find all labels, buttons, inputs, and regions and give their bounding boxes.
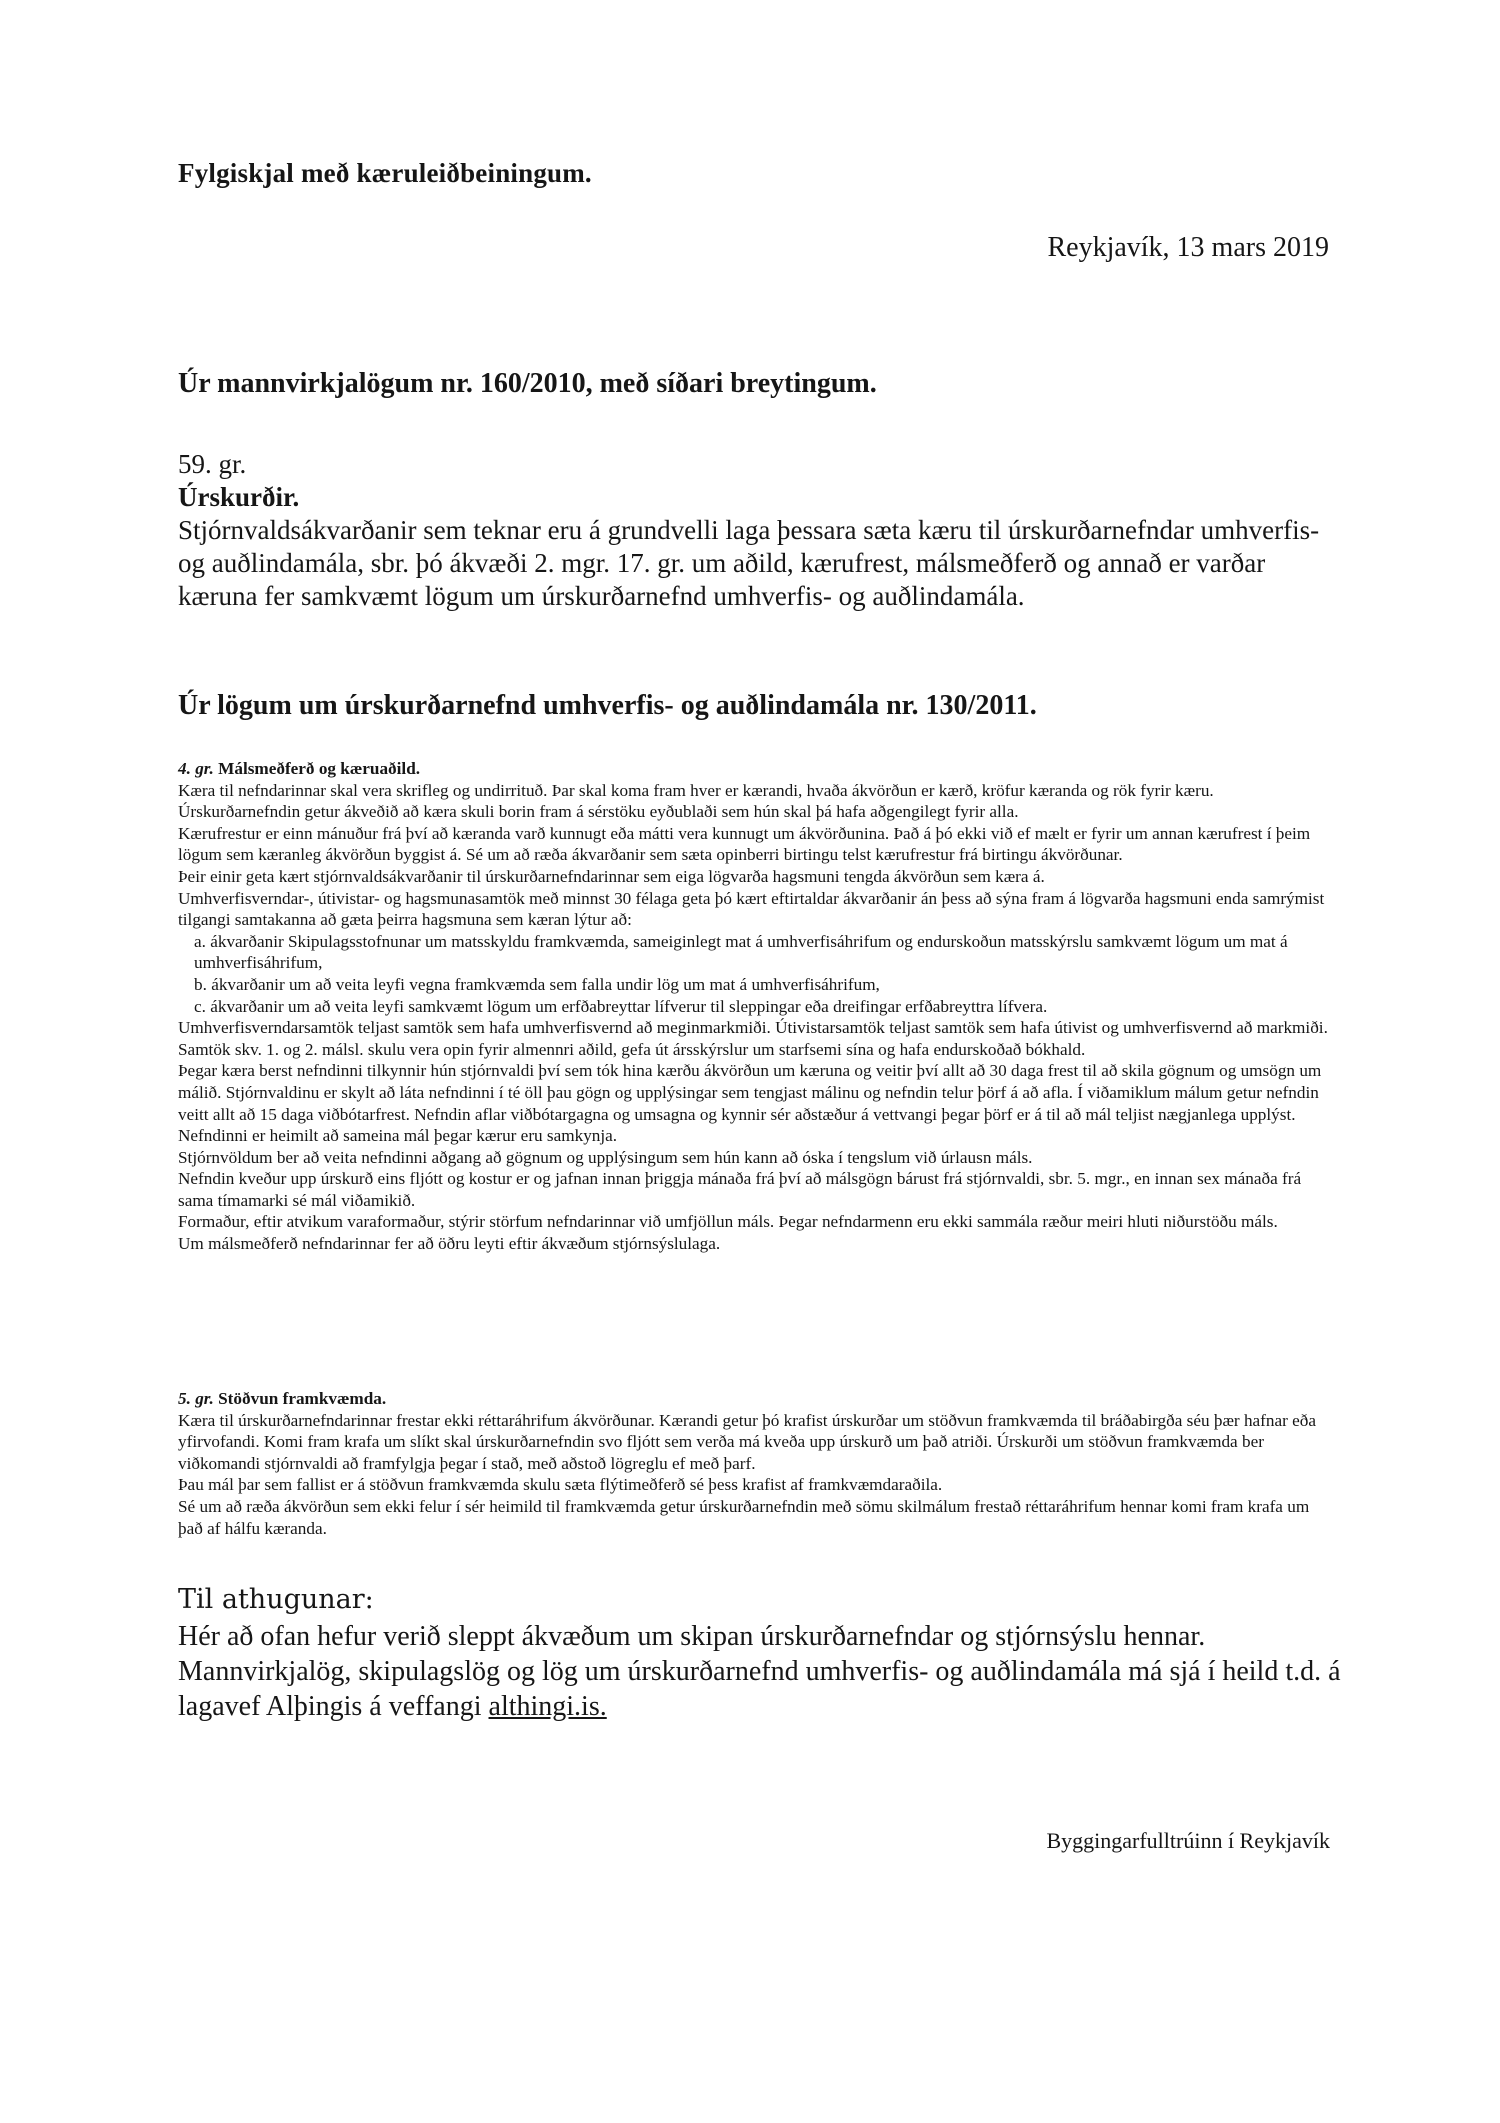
article-4-paragraph: Þegar kæra berst nefndinni tilkynnir hún stjórnvaldi því sem tók hina kærðu ákvörðun um kæruna og veitir því allt að 30 daga frest til að skila gögnum og umsögn um málið. Stjórnvaldinu er skylt að láta nefndinni í té öll þau gögn og upplýsingar sem tengjast málinu og nefndin telur þörf á að afla. Í viðamiklum málum getur nefndin veitt allt að 15 daga viðbótarfrest. Nefndin aflar viðbótargagna og umsagna og kynnir sér aðstæður á vettvangi þegar þörf er á til að mál teljist nægjanlega upplýst. Nefndinni er heimilt að sameina mál þegar kærur eru samkynja.	[178, 1061, 1322, 1146]
document-date: Reykjavík, 13 mars 2019	[1047, 232, 1329, 263]
note-text: Hér að ofan hefur verið sleppt ákvæðum um skipan úrskurðarnefndar og stjórnsýslu hennar. Mannvirkjalög, skipulagslög og lög um úrskurðarnefnd umhverfis- og auðlindamála má sjá í heild t.d. á lagavef Alþingis á veffangi	[178, 1621, 1341, 1722]
article-5-paragraph: Þau mál þar sem fallist er á stöðvun framkvæmda skulu sæta flýtimeðferð sé þess krafist af framkvæmdaraðila.	[178, 1475, 943, 1495]
article-4-paragraph: Formaður, eftir atvikum varaformaður, stýrir störfum nefndarinnar við umfjöllun máls. Þegar nefndarmenn eru ekki sammála ræður meiri hluti niðurstöðu máls.	[178, 1212, 1278, 1232]
document-title: Fylgiskjal með kæruleiðbeiningum.	[178, 158, 592, 188]
article-5-heading	[178, 1388, 1338, 1410]
article-4-title: Málsmeðferð og kæruaðild.	[218, 759, 421, 778]
article-4-heading	[178, 758, 1338, 780]
article-5-title: Stöðvun framkvæmda.	[218, 1389, 387, 1408]
althingi-link[interactable]: althingi.is.	[488, 1691, 607, 1722]
article-5-paragraph: Kæra til úrskurðarnefndarinnar frestar ekki réttaráhrifum ákvörðunar. Kærandi getur þó krafist úrskurðar um stöðvun framkvæmda til bráðabirgða séu þær hafnar eða yfirvofandi. Komi fram krafa um slíkt skal úrskurðarnefndin svo fljótt sem verða má kveða upp úrskurð um það atriði. Úrskurði um stöðvun framkvæmda ber viðkomandi stjórnvaldi að framfylgja þegar í stað, með aðstoð lögreglu ef með þarf.	[178, 1410, 1316, 1473]
article-4-paragraph: Stjórnvöldum ber að veita nefndinni aðgang að gögnum og upplýsingum sem hún kann að óska í tengslum við úrlausn máls.	[178, 1147, 1033, 1167]
section2-title: Úr lögum um úrskurðarnefnd umhverfis- og auðlindamála nr. 130/2011.	[178, 690, 1037, 721]
note-box	[178, 1582, 1348, 1724]
article-5-number: 5. gr.	[178, 1389, 214, 1408]
article-4-paragraph: Kærufrestur er einn mánuður frá því að kæranda varð kunnugt eða mátti vera kunnugt um ákvörðunina. Það á þó ekki við ef mælt er fyrir um annan kærufrest í þeim lögum sem kæranleg ákvörðun byggist á. Sé um að ræða ákvarðanir sem sæta opinberri birtingu telst kærufrestur frá birtingu ákvörðunar.	[178, 823, 1311, 865]
article-4-paragraph: Umhverfisverndarsamtök teljast samtök sem hafa umhverfisvernd að meginmarkmiði. Útivistarsamtök teljast samtök sem hafa útivist og umhverfisvernd að markmiði. Samtök skv. 1. og 2. málsl. skulu vera opin fyrir almennri aðild, gefa út ársskýrslur um starfsemi sína og hafa endurskoðað bókhald.	[178, 1018, 1328, 1059]
article-4-paragraph: Umhverfisverndar-, útivistar- og hagsmunasamtök með minnst 30 félaga geta þó kært eftirtaldar ákvarðanir án þess að sýna fram á lögvarða hagsmuni enda samrýmist tilgangi samtakanna að gæta þeirra hagsmuna sem kæran lýtur að:	[178, 888, 1325, 930]
article-4-paragraph: Kæra til nefndarinnar skal vera skrifleg og undirrituð. Þar skal koma fram hver er kærandi, hvaða ákvörðun er kærð, kröfur kæranda og rök fyrir kæru. Úrskurðarnefndin getur ákveðið að kæra skuli borin fram á sérstöku eyðublaði sem hún skal þá hafa aðgengilegt fyrir alla.	[178, 780, 1214, 822]
article-4-paragraph: Um málsmeðferð nefndarinnar fer að öðru leyti eftir ákvæðum stjórnsýslulaga.	[178, 1234, 721, 1254]
article-4-paragraph: Nefndin kveður upp úrskurð eins fljótt og kostur er og jafnan innan þriggja mánaða frá því að málsgögn bárust frá stjórnvaldi, sbr. 5. mgr., en innan sex mánaða frá sama tímamarki sé mál viðamikið.	[178, 1169, 1302, 1210]
section1-title: Úr mannvirkjalögum nr. 160/2010, með síðari breytingum.	[178, 368, 877, 399]
article-4-list-item-b: b. ákvarðanir um að veita leyfi vegna framkvæmda sem falla undir lög um mat á umhverfisáhrifum,	[194, 974, 880, 994]
signature: Byggingarfulltrúinn í Reykjavík	[1046, 1828, 1330, 1853]
article-5-paragraph: Sé um að ræða ákvörðun sem ekki felur í sér heimild til framkvæmda getur úrskurðarnefndin með sömu skilmálum frestað réttaráhrifum hennar komi fram krafa um það af hálfu kæranda.	[178, 1496, 1310, 1538]
article-4-paragraph: Þeir einir geta kært stjórnvaldsákvarðanir til úrskurðarnefndarinnar sem eiga lögvarða hagsmuni tengda ákvörðun sem kæra á.	[178, 866, 1045, 886]
article-59-text: Stjórnvaldsákvarðanir sem teknar eru á grundvelli laga þessara sæta kæru til úrskurðarnefndar umhverfis- og auðlindamála, sbr. þó ákvæði 2. mgr. 17. gr. um aðild, kærufrest, málsmeðferð og annað er varðar kæruna fer samkvæmt lögum um úrskurðarnefnd umhverfis- og auðlindamála.	[178, 515, 1320, 611]
article-59	[178, 448, 1348, 613]
article-59-title: Úrskurðir.	[178, 482, 300, 512]
article-5	[178, 1388, 1338, 1539]
article-4-list-item-a: a. ákvarðanir Skipulagsstofnunar um matsskyldu framkvæmda, sameiginlegt mat á umhverfisáhrifum og endurskoðun matsskýrslu samkvæmt lögum um mat á umhverfisáhrifum,	[194, 931, 1288, 973]
article-59-label: 59. gr.	[178, 449, 247, 479]
article-4	[178, 758, 1338, 1255]
note-title: Til athugunar:	[178, 1584, 374, 1615]
article-4-number: 4. gr.	[178, 759, 214, 778]
article-4-list-item-c: c. ákvarðanir um að veita leyfi samkvæmt lögum um erfðabreyttar lífverur til sleppingar eða dreifingar erfðabreyttra lífvera.	[194, 996, 1048, 1016]
